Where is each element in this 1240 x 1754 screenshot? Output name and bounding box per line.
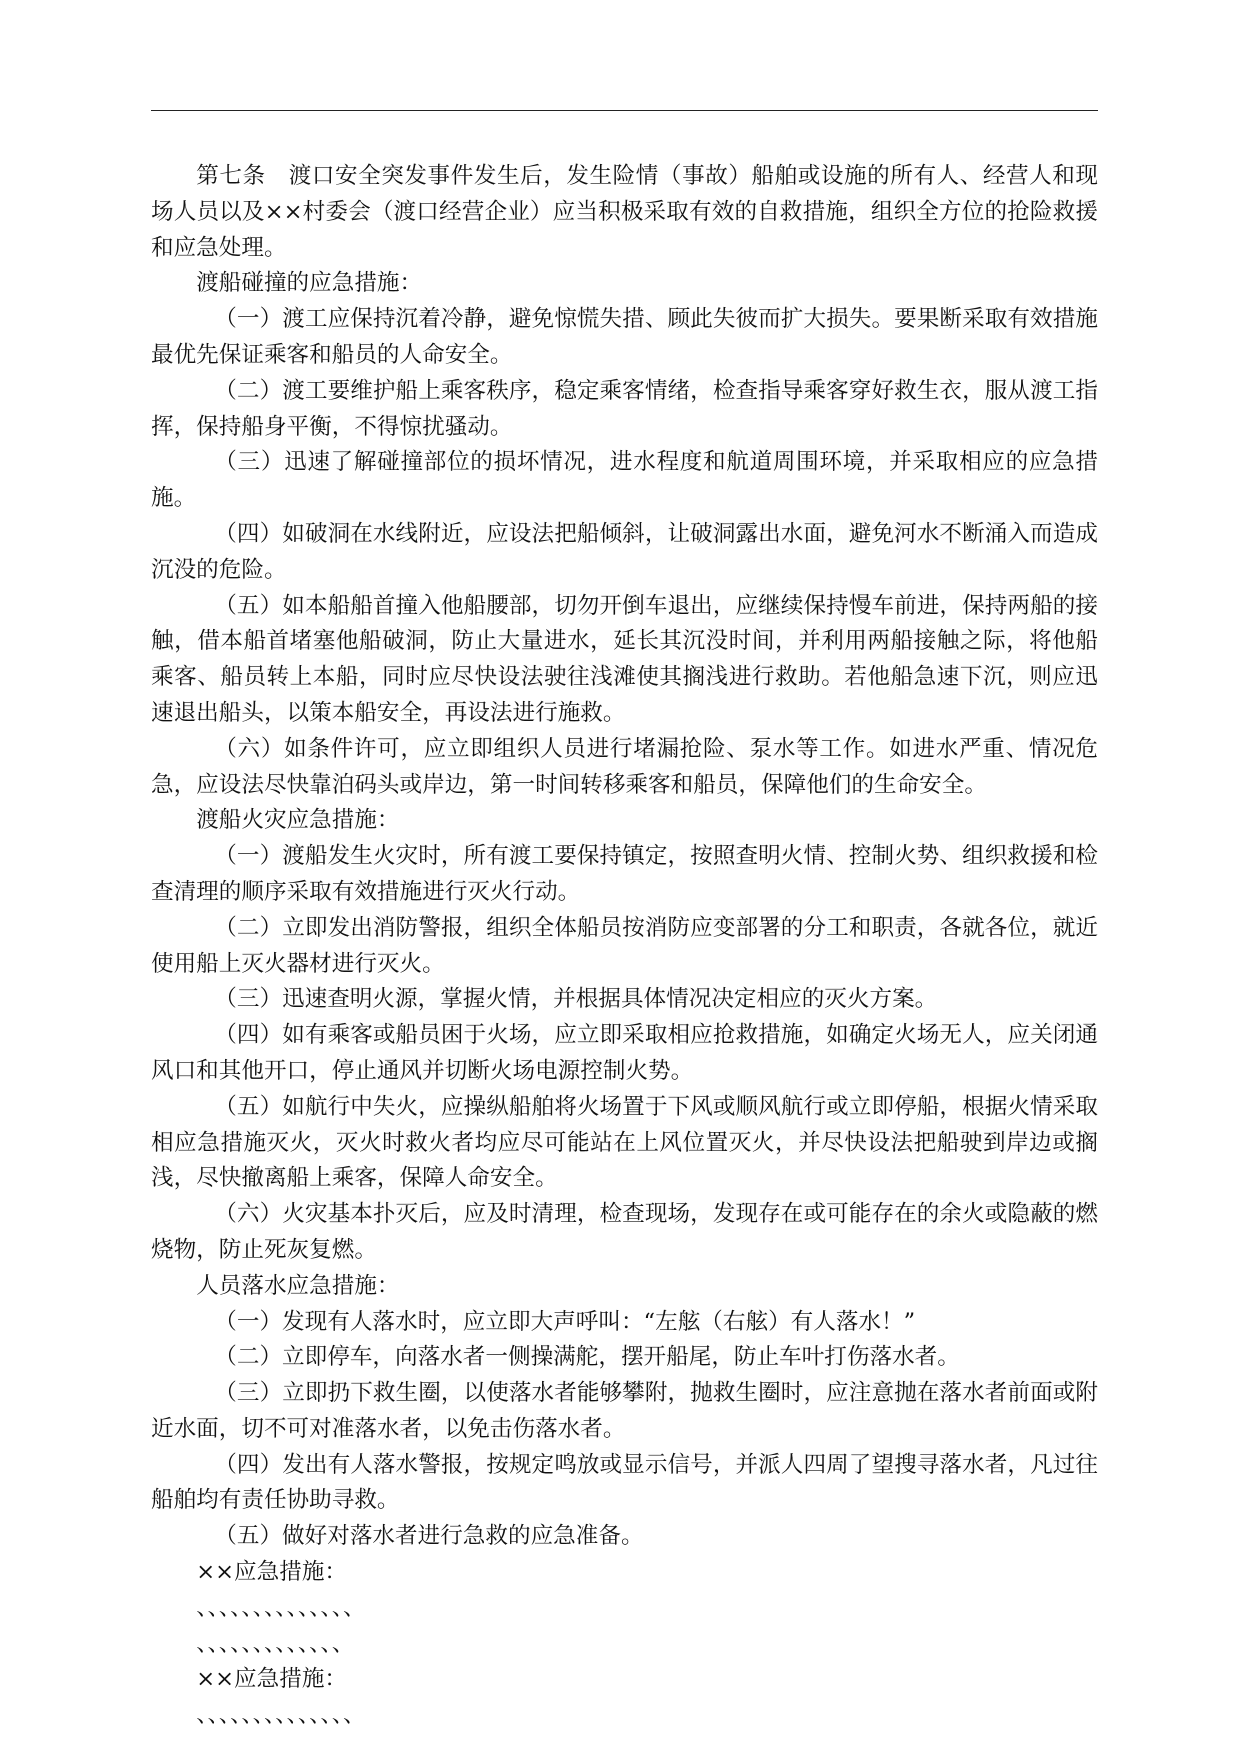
section-heading-overboard: 人员落水应急措施： xyxy=(196,1272,400,1299)
overboard-item-1: （一）发现有人落水时，应立即大声呼叫：“左舷（右舷）有人落水！” xyxy=(214,1308,916,1335)
overboard-item-2: （二）立即停车，向落水者一侧操满舵，摆开船尾，防止车叶打伤落水者。 xyxy=(214,1344,960,1371)
collision-item-5: （五）如本船船首撞入他船腰部，切勿开倒车退出，应继续保持慢车前进，保持两船的接触，借本船首堵塞他船破洞，防止大量进水，延长其沉没时间，并利用两船接触之际，将他船乘客、船员转上本船，同时应尽快设法驶往浅滩使其搁浅进行救助。若他船急速下沉，则应迅速退出船头，以策本船安全，再设法进行施救。 xyxy=(151,592,1098,726)
collision-item-2: （二）渡工要维护船上乘客秩序，稳定乘客情绪，检查指导乘客穿好救生衣，服从渡工指挥，保持船身平衡，不得惊扰骚动。 xyxy=(151,377,1098,440)
section-heading-other-2: ××应急措施： xyxy=(196,1666,348,1693)
overboard-item-3: （三）立即扔下救生圈，以使落水者能够攀附，抛救生圈时，应注意抛在落水者前面或附近水面，切不可对准落水者，以免击伤落水者。 xyxy=(151,1380,1098,1442)
placeholder-line-1: 、、、、、、、、、、、、、、 xyxy=(196,1594,366,1621)
fire-item-2: （二）立即发出消防警报，组织全体船员按消防应变部署的分工和职责，各就各位，就近使用船上灭火器材进行灭火。 xyxy=(151,914,1098,977)
placeholder-line-3: 、、、、、、、、、、、、、、 xyxy=(196,1702,366,1729)
header-rule xyxy=(151,110,1098,111)
fire-item-3: （三）迅速查明火源，掌握火情，并根据具体情况决定相应的灭火方案。 xyxy=(214,986,938,1013)
collision-item-3: （三）迅速了解碰撞部位的损坏情况，进水程度和航道周围环境，并采取相应的应急措施。 xyxy=(151,449,1098,512)
placeholder-line-2: 、、、、、、、、、、、、、 xyxy=(196,1630,355,1657)
fire-item-4: （四）如有乘客或船员困于火场，应立即采取相应抢救措施，如确定火场无人，应关闭通风口和其他开口，停止通风并切断火场电源控制火势。 xyxy=(151,1022,1098,1084)
document-body xyxy=(151,159,1098,1734)
section-heading-other-1: ××应急措施： xyxy=(196,1559,348,1586)
collision-item-6: （六）如条件许可，应立即组织人员进行堵漏抢险、泵水等工作。如进水严重、情况危急，应设法尽快靠泊码头或岸边，第一时间转移乘客和船员，保障他们的生命安全。 xyxy=(151,735,1098,798)
collision-item-1: （一）渡工应保持沉着冷静，避免惊慌失措、顾此失彼而扩大损失。要果断采取有效措施最优先保证乘客和船员的人命安全。 xyxy=(151,306,1098,368)
overboard-item-4: （四）发出有人落水警报，按规定鸣放或显示信号，并派人四周了望搜寻落水者，凡过往船舶均有责任协助寻救。 xyxy=(151,1451,1098,1514)
section-heading-collision: 渡船碰撞的应急措施： xyxy=(196,270,423,297)
article-7-paragraph: 第七条 渡口安全突发事件发生后，发生险情（事故）船舶或设施的所有人、经营人和现场人员以及××村委会（渡口经营企业）应当积极采取有效的自救措施，组织全方位的抢险救援和应急处理。 xyxy=(151,163,1098,261)
fire-item-5: （五）如航行中失火，应操纵船舶将火场置于下风或顺风航行或立即停船，根据火情采取相应急措施灭火，灭火时救火者均应尽可能站在上风位置灭火，并尽快设法把船驶到岸边或搁浅，尽快撤离船上乘客，保障人命安全。 xyxy=(151,1093,1098,1192)
fire-item-1: （一）渡船发生火灾时，所有渡工要保持镇定，按照查明火情、控制火势、组织救援和检查清理的顺序采取有效措施进行灭火行动。 xyxy=(151,843,1098,905)
overboard-item-5: （五）做好对落水者进行急救的应急准备。 xyxy=(214,1523,644,1550)
fire-item-6: （六）火灾基本扑灭后，应及时清理，检查现场，发现存在或可能存在的余火或隐蔽的燃烧物，防止死灰复燃。 xyxy=(151,1201,1098,1263)
section-heading-fire: 渡船火灾应急措施： xyxy=(196,807,400,834)
collision-item-4: （四）如破洞在水线附近，应设法把船倾斜，让破洞露出水面，避免河水不断涌入而造成沉没的危险。 xyxy=(151,520,1098,583)
